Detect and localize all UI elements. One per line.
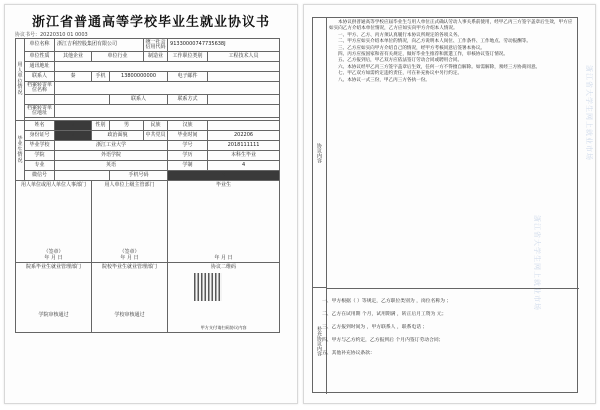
credit-code-label: 统一社会信用代码 <box>145 38 166 50</box>
grad-id-label: 身份证号 <box>25 131 55 141</box>
grad-years-label: 学制 <box>168 161 208 171</box>
phone-value: 13800000000 <box>110 72 168 82</box>
supplement-line: 四、甲方与乙方约定，乙方报到后 个月内签订劳动合同； <box>322 338 444 343</box>
employer-dept-label: 用人单位或用人单位人事部门 <box>20 182 86 188</box>
graduate-date-label: 年 月 日 <box>214 254 233 261</box>
employer-name-value: 浙江吉利控股集团有限公司 <box>55 39 144 52</box>
grad-studentno-label: 学号 <box>168 141 208 151</box>
grad-college-value: 外语学院 <box>55 151 168 161</box>
graduate-section-label: 毕业生情况 <box>16 121 25 181</box>
clause-paragraph: 本协议供普通高等学校应届毕业生与用人单位正式确认劳动人事关系前使用，经甲乙丙三方签字盖章后生效，甲方应如实向乙方介绍本单位情况，乙方应如实向甲方介绍本人情况。 <box>329 20 573 32</box>
supplement-line: 一、甲方根据（ ）等规定，乙方职位类别为 ，岗位名称为 ； <box>322 299 452 304</box>
agreement-back-page <box>303 4 596 404</box>
grad-nation-value: 汉族 <box>168 121 208 131</box>
grad-studentno-value: 2018111111 <box>208 141 280 151</box>
grad-political-label: 政治面貌 <box>92 131 144 141</box>
grad-major-value: 英语 <box>55 161 168 171</box>
employer-section-label: 用人单位情况 <box>16 39 25 121</box>
archive-blank-cell <box>25 95 55 105</box>
agreement-front-page <box>4 4 298 404</box>
school-label: 院校毕业生就业管理部门 <box>102 264 158 270</box>
agreement-title: 浙江省普通高等学校毕业生就业协议书 <box>31 15 270 30</box>
clause-paragraph: 五、乙方报到后，甲乙双方应依法签订劳动合同或聘用合同。 <box>338 58 463 64</box>
archive-unit-value <box>55 82 280 95</box>
grad-major-label: 专业 <box>25 161 55 171</box>
supplement-line: 二、乙方在试用期 个月，试用期满 ，转正后月工资为 元； <box>322 312 447 317</box>
qr-caption: 甲方支付请扫码协议内容 <box>200 325 247 331</box>
supervisor-stamp-label: （签章） <box>119 248 140 255</box>
job-category-value: 工程技术人员 <box>208 52 280 62</box>
grad-wechat-value <box>55 171 110 181</box>
watermark-text: 浙江省大学生网上就业市场 <box>585 65 593 161</box>
supplement-line: 三、乙方报到时间为 ，甲方联系人 ，联系电话 ； <box>322 325 428 330</box>
archive-unit-label: 档案转寄单位名称 <box>25 82 55 95</box>
archive-blank-value <box>55 95 110 105</box>
agreement-clauses <box>329 20 575 84</box>
qr-title: 协议二维码 <box>211 264 237 270</box>
phone-label: 手机 <box>92 72 110 82</box>
grad-name-redacted: x <box>55 121 92 131</box>
archive-contact-label: 联系人 <box>110 95 168 105</box>
archive-address-label: 档案转寄单位地址 <box>25 105 55 118</box>
clause-paragraph: 七、甲乙双方如需约定违约责任，可在补充协议中另行约定。 <box>338 71 463 77</box>
employer-name-label: 单位名称 <box>25 39 55 52</box>
grad-name-label: 姓名 <box>25 121 55 131</box>
qr-code-image <box>194 273 222 301</box>
address-value <box>55 62 280 72</box>
grad-phone-label: 手机号码 <box>110 171 168 181</box>
address-label: 通讯地址 <box>25 62 55 72</box>
grad-gender-value: 男 <box>110 121 144 131</box>
grad-id-redacted: x <box>55 131 92 141</box>
school-review-label: 学校审核通过 <box>114 311 145 318</box>
employer-signature-box <box>16 181 92 263</box>
employer-nature-value: 其他企业 <box>55 52 92 62</box>
clause-paragraph: 四、丙方应按国家和省有关规定，做好毕业生推荐和派遣工作，审核协议签订情况。 <box>338 52 508 58</box>
school-signature-box <box>92 263 168 333</box>
grad-blank-cell <box>208 121 280 131</box>
grad-political-value: 中共党员 <box>144 131 168 141</box>
employer-industry-value: 制造业 <box>144 52 168 62</box>
archive-address-value <box>55 105 280 118</box>
job-category-label: 工作职位类别 <box>168 52 208 62</box>
agreement-form-table <box>15 38 280 333</box>
grad-wechat-label: 微信号 <box>25 171 55 181</box>
grad-years-value: 4 <box>208 161 280 171</box>
agreement-content-label: 协议内容 <box>313 18 327 288</box>
grad-college-label: 学院 <box>25 151 55 161</box>
employer-stamp-label: （签章） <box>43 248 64 255</box>
archive-contact-method-value <box>208 95 280 105</box>
contact-value: 秦 <box>55 72 92 82</box>
employer-date-label: 年 月 日 <box>44 254 63 261</box>
grad-degree-value: 本科生毕业 <box>208 151 280 161</box>
college-label: 院系毕业生就业管理部门 <box>25 264 81 270</box>
clause-paragraph: 六、本协议经甲乙丙三方签字盖章后生效，任何一方不得擅自解除。如需解除，须经三方协商同意。 <box>338 64 541 70</box>
clause-paragraph: 八、本协议一式三份，甲乙丙三方各执一份。 <box>338 77 430 83</box>
college-signature-box <box>16 263 92 333</box>
email-value <box>208 72 280 82</box>
grad-degree-label: 学历 <box>168 151 208 161</box>
grad-date-value: 202206 <box>208 131 280 141</box>
credit-code-value: 91330000747735638J <box>168 39 280 52</box>
archive-contact-method-label: 联系方式 <box>168 95 208 105</box>
watermark-text: 浙江省大学生网上就业市场 <box>533 215 541 311</box>
grad-school-label: 毕业学校 <box>25 141 55 151</box>
qr-code-box <box>168 263 280 333</box>
graduate-label: 毕业生 <box>216 182 232 188</box>
grad-gender-label: 性别 <box>92 121 110 131</box>
grad-nation-label: 民族 <box>144 121 168 131</box>
employer-industry-label: 单位行业 <box>92 52 144 62</box>
supplement-clauses <box>322 295 566 360</box>
grad-date-label: 毕业时间 <box>168 131 208 141</box>
email-label: 电子邮件 <box>168 72 208 82</box>
contact-label: 联系人 <box>25 72 55 82</box>
college-review-label: 学院审核通过 <box>38 311 69 318</box>
agreement-number: 协议书号：20220310 01 0003 <box>15 32 88 38</box>
employer-nature-label: 单位性质 <box>25 52 55 62</box>
supplement-line: 五、其他补充协议条款： <box>322 351 375 356</box>
clause-paragraph: 三、乙方应如实向甲方介绍自己的情况，经甲方考核同意后签署本协议。 <box>338 45 486 51</box>
supervisor-date-label: 年 月 日 <box>120 254 139 261</box>
supplement-label: 补充协议内容 <box>313 288 327 394</box>
clause-paragraph: 一、甲方、乙方、丙方须认真履行本协议所规定的各项义务。 <box>338 32 463 38</box>
grad-school-value: 浙江工业大学 <box>55 141 168 151</box>
graduate-signature-box <box>168 181 280 263</box>
clause-paragraph: 二、甲方应如实介绍本单位的情况，向乙方说明本人岗位、工作条件、工作地点、劳动报酬等。 <box>338 39 531 45</box>
supervisor-label: 用人单位上级主管部门 <box>104 182 155 188</box>
supervisor-signature-box <box>92 181 168 263</box>
grad-phone-redacted: x <box>168 171 280 181</box>
